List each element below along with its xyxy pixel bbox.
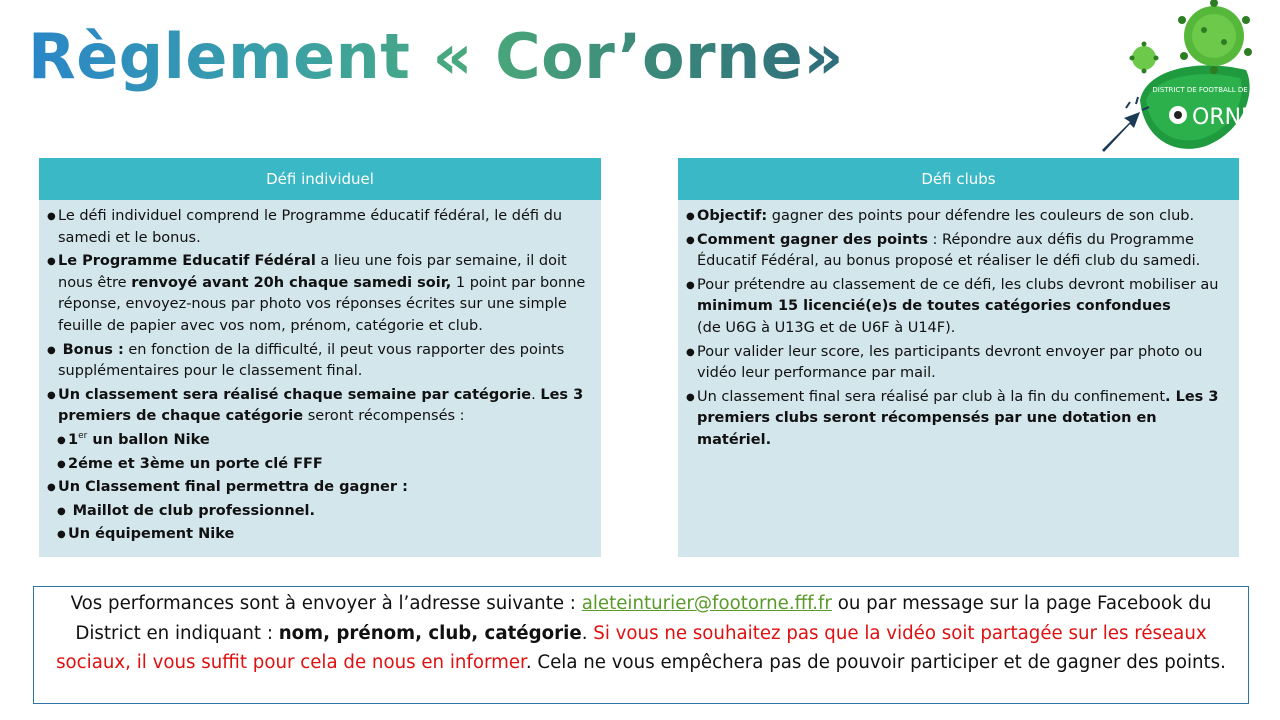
panel-header-clubs: Défi clubs	[678, 158, 1239, 200]
panel-defi-individuel	[39, 158, 601, 557]
submission-info-box: Vos performances sont à envoyer à l’adresse suivante : aleteinturier@footorne.fff.fr ou par message sur la page Facebook du District en indiquant : nom, prénom, club, catégorie. Si vous ne souhaitez pas que la vidéo soit partagée sur les réseaux sociaux, il vous suffit pour cela de nous en informer. Cela ne vous empêchera pas de pouvoir participer et de gagner des points.	[33, 586, 1249, 704]
bullet-icon: ●	[57, 529, 66, 541]
bullet-icon: ●	[47, 482, 56, 494]
bullet-icon: ●	[47, 256, 56, 268]
list-item: ● Un Classement final permettra de gagner :	[47, 477, 593, 499]
list-item: ● Un classement final sera réalisé par club à la fin du confinement. Les 3 premiers clubs seront récompensés par une dotation en matériel.	[686, 387, 1231, 452]
district-logo	[1096, 0, 1280, 156]
panel-body-individuel	[39, 200, 601, 546]
list-item: ● Objectif: gagner des points pour défendre les couleurs de son club.	[686, 206, 1231, 228]
list-item: ● Pour valider leur score, les participants devront envoyer par photo ou vidéo leur performance par mail.	[686, 342, 1231, 385]
bullet-icon: ●	[686, 211, 695, 222]
panel-header-individuel: Défi individuel	[39, 158, 601, 200]
list-item: ● Le défi individuel comprend le Programme éducatif fédéral, le défi du samedi et le bonus.	[47, 206, 593, 249]
logo-text-top: DISTRICT DE FOOTBALL DE	[1152, 86, 1248, 94]
bullet-icon: ●	[686, 234, 695, 246]
list-item-prize-1: ● 1er un ballon Nike	[47, 430, 593, 452]
bullet-icon: ●	[686, 391, 695, 403]
list-item-prize-2: ● 2éme et 3ème un porte clé FFF	[47, 454, 593, 476]
bullet-icon: ●	[47, 344, 56, 356]
list-item-final-1: ● Maillot de club professionnel.	[47, 501, 593, 523]
bullet-icon: ●	[57, 434, 66, 446]
list-item: ● Comment gagner des points : Répondre aux défis du Programme Éducatif Fédéral, au bonus proposé et réaliser le défi club du samedi.	[686, 230, 1231, 273]
list-item: ● Bonus : en fonction de la difficulté, il peut vous rapporter des points supplémentaires pour le classement final.	[47, 340, 593, 383]
bullet-icon: ●	[57, 505, 66, 517]
bullet-icon: ●	[686, 279, 695, 291]
logo-text-main: ORNE	[1192, 105, 1255, 130]
list-item: ● Un classement sera réalisé chaque semaine par catégorie. Les 3 premiers de chaque catégorie seront récompensés :	[47, 385, 593, 428]
list-item: ● Le Programme Educatif Fédéral a lieu une fois par semaine, il doit nous être renvoyé avant 20h chaque samedi soir, 1 point par bonne réponse, envoyez-nous par photo vos réponses écrites sur une simple feuille de papier avec vos nom, prénom, catégorie et club.	[47, 251, 593, 337]
bullet-icon: ●	[686, 346, 695, 358]
privacy-notice: Si vous ne souhaitez pas que la vidéo soit partagée sur les réseaux sociaux, il vous suffit pour cela de nous en informer	[56, 622, 1207, 674]
email-link[interactable]: aleteinturier@footorne.fff.fr	[581, 593, 832, 614]
list-item-final-2: ● Un équipement Nike	[47, 524, 593, 546]
bullet-icon: ●	[47, 389, 56, 401]
panel-body-clubs	[678, 200, 1239, 452]
bullet-icon: ●	[57, 458, 66, 470]
list-item: ● Pour prétendre au classement de ce défi, les clubs devront mobiliser au minimum 15 licencié(e)s de toutes catégories confondues (de U6G à U13G et de U6F à U14F).	[686, 275, 1231, 340]
page-title: Règlement « Cor’orne»	[28, 14, 844, 100]
panel-defi-clubs	[678, 158, 1239, 557]
bullet-icon: ●	[47, 211, 56, 222]
